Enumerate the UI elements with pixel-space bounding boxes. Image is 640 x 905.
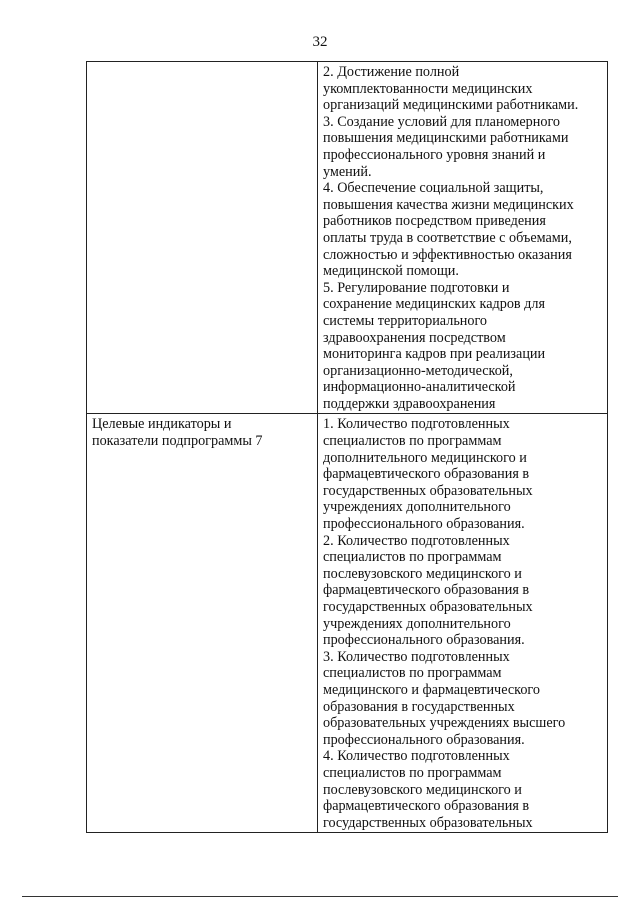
row-content-line: образовательных учреждениях высшего <box>323 715 566 732</box>
row-content-line: организаций медицинскими работниками. <box>323 97 579 114</box>
row-content-line: профессионального образования. <box>323 516 525 533</box>
row-content-line: 5. Регулирование подготовки и <box>323 279 510 296</box>
table-row <box>87 414 608 833</box>
row-content-line: учреждениях дополнительного <box>323 499 511 516</box>
footer-rule <box>22 896 618 897</box>
row-content-line: медицинского и фармацевтического <box>323 681 540 698</box>
row-content-line: повышения медицинскими работниками <box>323 130 569 147</box>
row-content-cell <box>318 62 608 414</box>
row-content-line: 3. Количество подготовленных <box>323 648 510 665</box>
row-content-line: 2. Количество подготовленных <box>323 532 510 549</box>
row-content-line: фармацевтического образования в <box>323 466 530 483</box>
row-content-line: работников посредством приведения <box>323 213 546 230</box>
row-content-line: информационно-аналитической <box>323 379 516 396</box>
row-content-line: повышения качества жизни медицинских <box>323 196 574 213</box>
row-content-line: образования в государственных <box>323 698 515 715</box>
row-content-line: специалистов по программам <box>323 764 502 781</box>
row-content-line: государственных образовательных <box>323 814 533 831</box>
row-content-line: фармацевтического образования в <box>323 582 530 599</box>
row-label-line: показатели подпрограммы 7 <box>92 433 263 450</box>
row-content-line: дополнительного медицинского и <box>323 449 527 466</box>
row-content-line: профессионального уровня знаний и <box>323 146 546 163</box>
page-number: 32 <box>312 34 328 50</box>
row-content-line: специалистов по программам <box>323 433 502 450</box>
row-content-line: государственных образовательных <box>323 599 533 615</box>
row-content-line: профессионального образования. <box>323 731 525 748</box>
program-table <box>86 61 608 833</box>
row-content-line: сохранение медицинских кадров для <box>323 296 545 313</box>
row-content-line: поддержки здравоохранения <box>323 395 496 412</box>
row-content-line: умений. <box>323 163 372 180</box>
row-content-line: учреждениях дополнительного <box>323 615 511 632</box>
row-content-line: укомплектованности медицинских <box>323 80 533 97</box>
row-content-line: специалистов по программам <box>323 665 502 682</box>
row-content-line: 3. Создание условий для планомерного <box>323 113 561 130</box>
row-label-cell <box>87 62 318 414</box>
row-content-line: мониторинга кадров при реализации <box>323 346 546 363</box>
row-label-cell <box>87 414 318 833</box>
row-label-line: Целевые индикаторы и <box>92 416 232 433</box>
row-content-line: государственных образовательных <box>323 482 533 499</box>
row-content-line: здравоохранения посредством <box>323 329 506 346</box>
row-content-line: 4. Количество подготовленных <box>323 748 510 765</box>
row-content-cell <box>318 414 608 833</box>
row-content-line: 1. Количество подготовленных <box>323 416 510 433</box>
row-content-line: 4. Обеспечение социальной защиты, <box>323 180 544 197</box>
table-row <box>87 62 608 414</box>
row-content-line: послевузовского медицинского и <box>323 565 522 582</box>
row-content-line: фармацевтического образования в <box>323 798 530 815</box>
row-content-line: 2. Достижение полной <box>323 64 460 80</box>
row-content-line: медицинской помощи. <box>323 263 459 280</box>
row-content-line: профессионального образования. <box>323 632 525 649</box>
row-content-line: послевузовского медицинского и <box>323 781 522 798</box>
row-content-line: системы территориального <box>323 312 488 329</box>
row-content-line: оплаты труда в соответствие с объемами, <box>323 229 572 246</box>
row-content-line: организационно-методической, <box>323 362 513 379</box>
row-content-line: сложностью и эффективностью оказания <box>323 246 572 263</box>
row-content-line: специалистов по программам <box>323 549 502 566</box>
